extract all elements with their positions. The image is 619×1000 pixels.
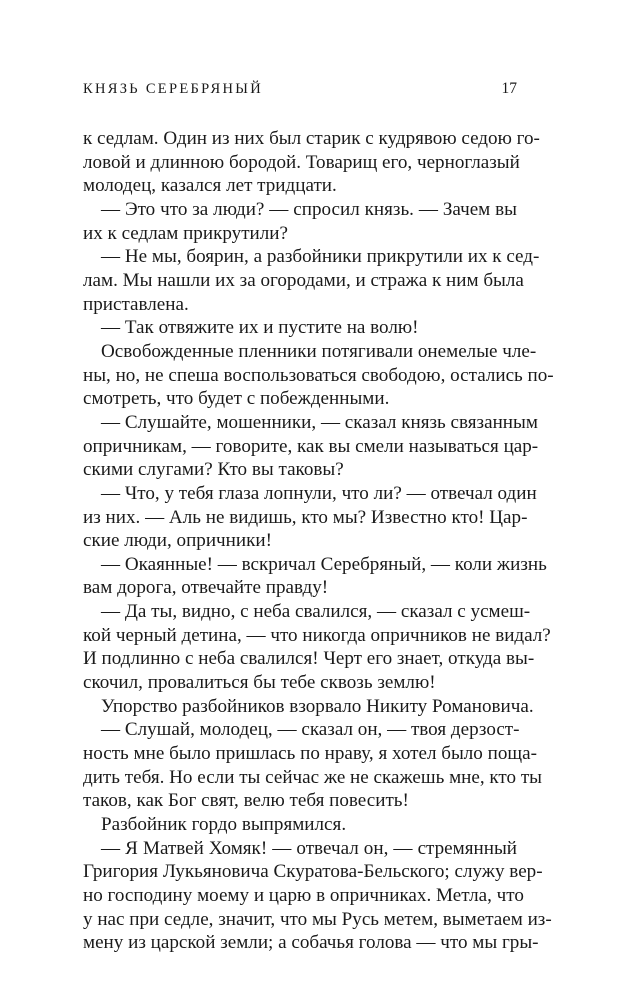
text-line: смотреть, что будет с побежденными. (83, 388, 390, 410)
text-line: их к седлам прикрутили? (83, 222, 288, 244)
text-line: к седлам. Один из них был старик с кудрявою седою го- (83, 128, 540, 149)
text-line: скочил, провалиться бы тебе сквозь землю! (83, 672, 436, 694)
text-line: молодец, казался лет тридцати. (83, 175, 337, 197)
text-line: ские люди, опричники! (83, 530, 272, 552)
body-text (83, 127, 554, 955)
text-line: вам дорога, отвечайте правду! (83, 577, 329, 599)
text-line: ны, но, не спеша воспользоваться свободою, остались по- (83, 364, 554, 386)
text-line: — Окаянные! — вскричал Серебряный, — коли жизнь (101, 553, 547, 575)
text-line: дить тебя. Но если ты сейчас же не скажешь мне, кто ты (83, 766, 542, 788)
text-line: кой черный детина, — что никогда опричников не видал? (83, 624, 551, 646)
text-line: — Это что за люди? — спросил князь. — Зачем вы (101, 198, 517, 220)
running-head (83, 78, 517, 100)
page-number: 17 (501, 80, 517, 97)
text-line: — Слушайте, мошенники, — сказал князь связанным (101, 411, 538, 433)
text-line: — Не мы, боярин, а разбойники прикрутили их к сед- (101, 246, 540, 268)
text-line: — Да ты, видно, с неба свалился, — сказал с усмеш- (101, 601, 531, 623)
text-line: из них. — Аль не видишь, кто мы? Известно кто! Цар- (83, 506, 528, 528)
text-line: Упорство разбойников взорвало Никиту Романовича. (101, 695, 534, 717)
text-line: мену из царской земли; а собачья голова — что мы гры- (83, 932, 539, 954)
text-line: лам. Мы нашли их за огородами, и стража к ним была (83, 269, 524, 291)
text-line: — Слушай, молодец, — сказал он, — твоя дерзост- (101, 719, 520, 741)
text-line: Григория Лукьяновича Скуратова-Бельского; служу вер- (83, 861, 543, 883)
text-line: — Я Матвей Хомяк! — отвечал он, — стремянный (101, 837, 517, 859)
text-line: но господину моему и царю в опричниках. Метла, что (83, 885, 524, 906)
text-line: — Что, у тебя глаза лопнули, что ли? — отвечал один (101, 482, 537, 504)
text-line: приставлена. (83, 293, 189, 315)
text-line: скими слугами? Кто вы таковы? (83, 459, 344, 481)
text-line: у нас при седле, значит, что мы Русь метем, выметаем из- (83, 908, 552, 930)
text-line: И подлинно с неба свалился! Черт его знает, откуда вы- (83, 648, 535, 670)
text-line: ность мне было пришлась по нраву, я хотел было поща- (83, 743, 537, 765)
text-line: — Так отвяжите их и пустите на волю! (101, 317, 419, 339)
running-title: КНЯЗЬ СЕРЕБРЯНЫЙ (83, 81, 264, 97)
text-line: ловой и длинною бородой. Товарищ его, черноглазый (83, 151, 520, 173)
text-line: Освобожденные пленники потягивали онемелые чле- (101, 340, 537, 362)
text-line: опричникам, — говорите, как вы смели называться цар- (83, 435, 539, 457)
text-line: Разбойник гордо выпрямился. (101, 814, 347, 836)
text-line: таков, как Бог свят, велю тебя повесить! (83, 790, 409, 812)
